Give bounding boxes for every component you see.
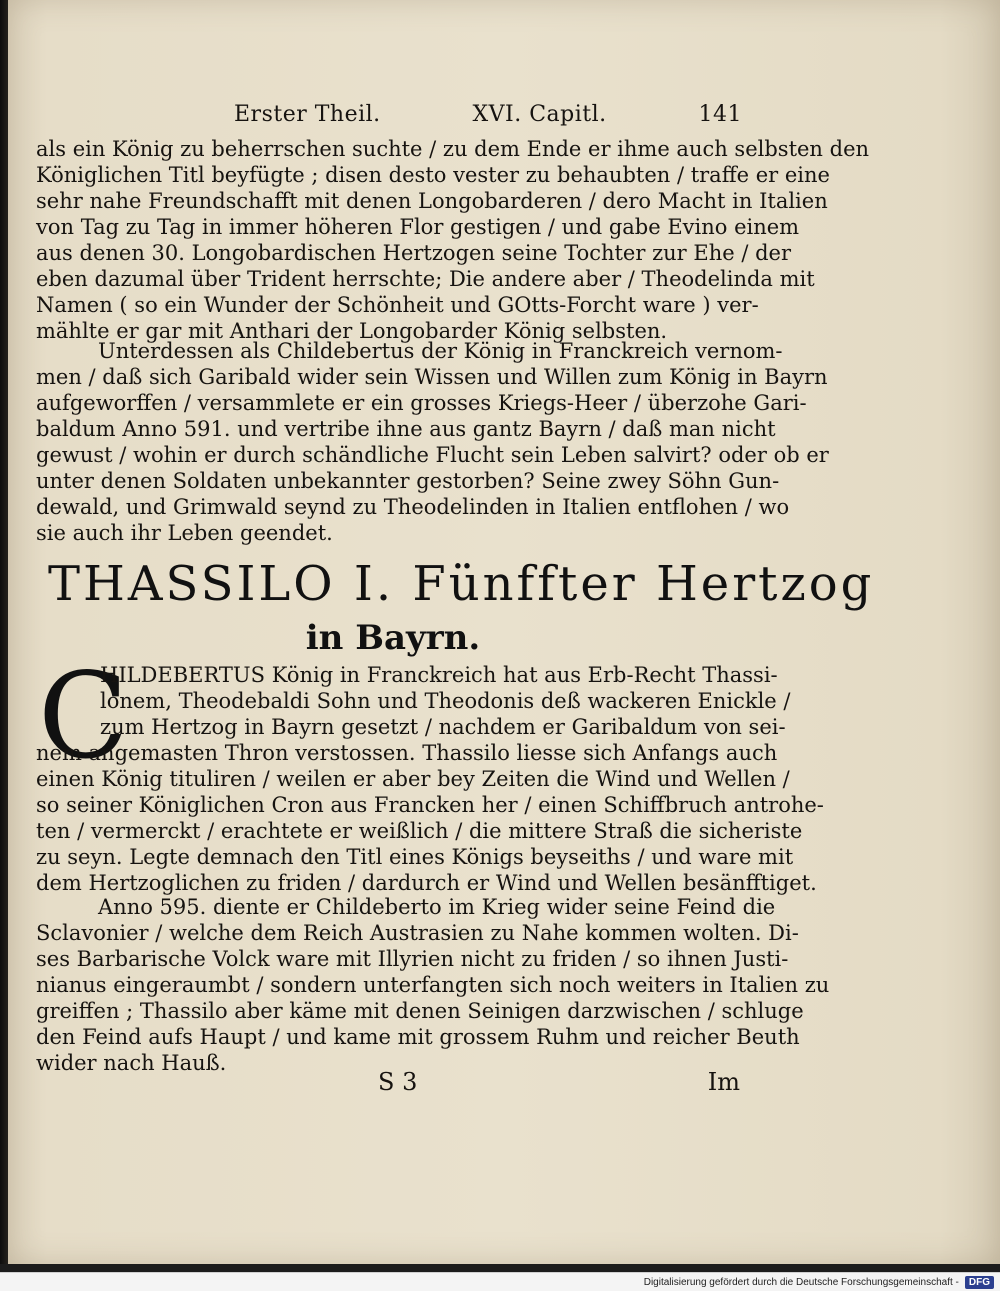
text-line: greiffen ; Thassilo aber käme mit denen Seinigen darzwischen / schluge [36,999,804,1023]
paragraph-2 [36,338,829,546]
text-line: HILDEBERTUS König in Franckreich hat aus Erb-Recht Thassi- [100,663,778,687]
text-line: als ein König zu beherrschen suchte / zu dem Ende er ihme auch selbsten den [36,137,870,161]
page-number: 141 [698,102,742,127]
page-footer [378,1068,740,1096]
text-line: ten / vermerckt / erachtete er weißlich / die mittere Straß die sicheriste [36,819,803,843]
text-line: zum Hertzog in Bayrn gesetzt / nachdem er Garibaldum von sei- [100,715,786,739]
text-line: von Tag zu Tag in immer höheren Flor gestigen / und gabe Evino einem [36,215,800,239]
text-line: so seiner Königlichen Cron aus Francken her / einen Schiffbruch antrohe- [36,793,824,817]
text-line: zu seyn. Legte demnach den Titl eines Königs beyseiths / und ware mit [36,845,794,869]
text-line: dewald, und Grimwald seynd zu Theodelinden in Italien entflohen / wo [36,495,790,519]
running-head-chapter: XVI. Capitl. [472,102,607,127]
text-line: den Feind aufs Haupt / und kame mit grossem Ruhm und reicher Beuth [36,1025,800,1049]
funding-bar [0,1272,1000,1291]
text-line: nem angemasten Thron verstossen. Thassilo liesse sich Anfangs auch [36,741,778,765]
text-line: wider nach Hauß. [36,1051,227,1075]
text-line: unter denen Soldaten unbekannter gestorben? Seine zwey Söhn Gun- [36,469,780,493]
text-line: gewust / wohin er durch schändliche Flucht sein Leben salvirt? oder ob er [36,443,829,467]
text-line: Königlichen Titl beyfügte ; disen desto vester zu behaubten / traffe er eine [36,163,830,187]
text-line: Unterdessen als Childebertus der König in Franckreich vernom- [98,339,783,363]
text-line: aufgeworffen / versammlete er ein grosses Kriegs-Heer / überzohe Gari- [36,391,807,415]
section-heading [48,556,875,660]
text-line: ses Barbarische Volck ware mit Illyrien nicht zu friden / so ihnen Justi- [36,947,789,971]
dfg-logo: DFG [965,1276,994,1289]
heading-title: THASSILO I. Fünffter Hertzog [48,556,875,612]
running-head [234,102,742,127]
text-line: Anno 595. diente er Childeberto im Krieg wider seine Feind die [98,895,776,919]
text-line: dem Hertzoglichen zu friden / dardurch er Wind und Wellen besänfftiget. [36,871,817,895]
signature-mark: S 3 [378,1068,418,1096]
text-line: sie auch ihr Leben geendet. [36,521,333,545]
text-line: lonem, Theodebaldi Sohn und Theodonis deß wackeren Enickle / [100,689,791,713]
book-page [8,0,1000,1264]
text-line: baldum Anno 591. und vertribe ihne aus gantz Bayrn / daß man nicht [36,417,776,441]
text-line: sehr nahe Freundschafft mit denen Longobarderen / dero Macht in Italien [36,189,828,213]
text-line: men / daß sich Garibald wider sein Wissen und Willen zum König in Bayrn [36,365,828,389]
text-line: Namen ( so ein Wunder der Schönheit und GOtts-Forcht ware ) ver- [36,293,759,317]
text-line: eben dazumal über Trident herrschte; Die andere aber / Theodelinda mit [36,267,815,291]
running-head-part: Erster Theil. [234,102,381,127]
drop-cap: C [38,647,129,785]
paragraph-4 [36,894,830,1076]
text-line: einen König tituliren / weilen er aber bey Zeiten die Wind und Wellen / [36,767,790,791]
paragraph-3 [36,647,824,896]
text-line: aus denen 30. Longobardischen Hertzogen seine Tochter zur Ehe / der [36,241,791,265]
catchword: Im [707,1068,740,1096]
text-line: nianus eingeraumbt / sondern unterfangten sich noch weiters in Italien zu [36,973,830,997]
funding-text: Digitalisierung gefördert durch die Deutsche Forschungsgemeinschaft - [643,1276,959,1288]
heading-subtitle: in Bayrn. [305,618,481,658]
text-line: Sclavonier / welche dem Reich Austrasien zu Nahe kommen wolten. Di- [36,921,799,945]
text-line: mählte er gar mit Anthari der Longobarder König selbsten. [36,319,668,343]
paragraph-1 [36,136,870,344]
